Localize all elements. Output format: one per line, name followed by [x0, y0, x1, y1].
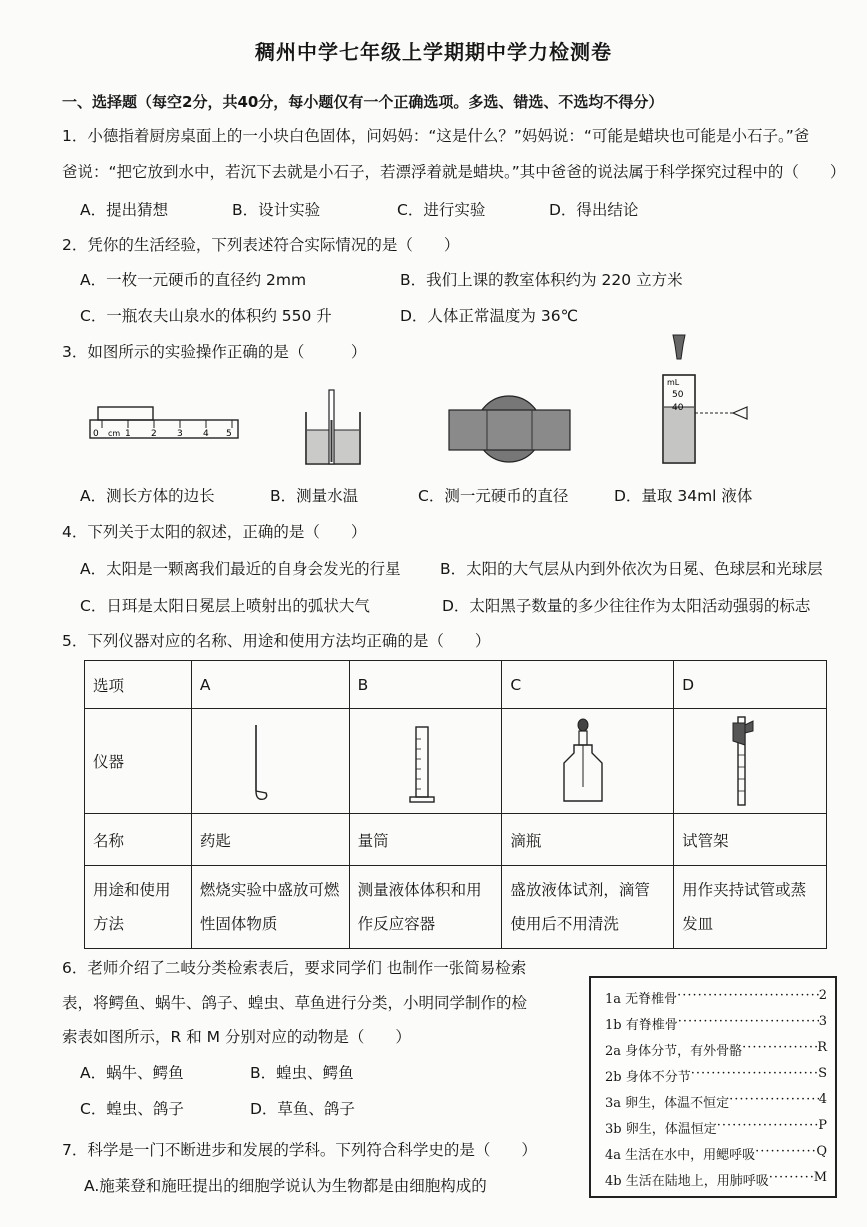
key-entry	[605, 1118, 827, 1137]
q6-option-a: A．蜗牛、鳄鱼	[80, 1064, 184, 1082]
table-header-cell: 选项	[85, 661, 192, 709]
key-entry-target: R	[817, 1040, 827, 1055]
q3-option-c: C．测一元硬币的直径	[418, 487, 569, 505]
key-entry-text: 2a 身体分节，有外骨骼	[605, 1044, 743, 1059]
key-entry-target: P	[818, 1118, 827, 1133]
key-entry-text: 4b 生活在陆地上，用肺呼吸	[605, 1174, 769, 1189]
q3-option-a: A．测长方体的边长	[80, 487, 215, 505]
q3-option-d: D．量取 34ml 液体	[614, 487, 753, 505]
key-entry-text: 1a 无脊椎骨	[605, 992, 678, 1007]
table-cell: 名称	[85, 814, 192, 866]
q6-stem-line3: 索表如图所示，R 和 M 分别对应的动物是（ ）	[62, 1028, 411, 1046]
table-cell: 量筒	[349, 814, 502, 866]
spoon-illustration	[250, 723, 270, 803]
q7-option-a: A.施莱登和施旺提出的细胞学说认为生物都是由细胞构成的	[84, 1177, 487, 1195]
table-image-cell	[674, 709, 827, 814]
key-entry	[605, 1092, 827, 1111]
q4-option-b: B．太阳的大气层从内到外依次为日冕、色球层和光球层	[440, 560, 823, 578]
key-entry-text: 4a 生活在水中，用鳃呼吸	[605, 1148, 756, 1163]
key-entry-text: 2b 身体不分节	[605, 1070, 691, 1085]
table-cell: 燃烧实验中盛放可燃性固体物质	[191, 866, 349, 949]
key-entry-target: M	[813, 1170, 827, 1185]
key-entry-target: 3	[818, 1014, 827, 1029]
ruler-tick-label: 3	[177, 429, 183, 439]
q1-stem-line1: 1．小德指着厨房桌面上的一小块白色固体，问妈妈：“这是什么？”妈妈说：“可能是蜡块也可能是小石子。”爸	[62, 127, 810, 145]
key-entry	[605, 1014, 827, 1033]
q4-option-a: A．太阳是一颗离我们最近的自身会发光的行星	[80, 560, 401, 578]
table-cell: 测量液体体积和用作反应容器	[349, 866, 502, 949]
q4-stem: 4．下列关于太阳的叙述，正确的是（ ）	[62, 523, 367, 541]
q3-stem: 3．如图所示的实验操作正确的是（ ）	[62, 343, 367, 361]
q2-option-b: B．我们上课的教室体积约为 220 立方米	[400, 271, 683, 289]
section-heading: 一、选择题（每空2分，共40分，每小题仅有一个正确选项。多选、错选、不选均不得分）	[62, 93, 664, 111]
table-cell: 盛放液体试剂，滴管使用后不用清洗	[502, 866, 674, 949]
table-cell: 滴瓶	[502, 814, 674, 866]
beaker-thermometer-figure	[304, 390, 364, 468]
table-row	[85, 661, 827, 709]
key-entry-text: 3b 卵生，体温恒定	[605, 1122, 717, 1137]
table-header-cell: C	[502, 661, 674, 709]
q1-option-c: C．进行实验	[397, 201, 486, 219]
q2-option-a: A．一枚一元硬币的直径约 2mm	[80, 271, 307, 289]
table-image-cell	[349, 709, 502, 814]
q2-option-d: D．人体正常温度为 36℃	[400, 307, 578, 325]
q3-option-b: B．测量水温	[270, 487, 359, 505]
table-row	[85, 866, 827, 949]
key-entry-text: 3a 卵生，体温不恒定	[605, 1096, 730, 1111]
ruler-tick-label: 1	[125, 429, 131, 439]
dropper-bottle-illustration	[558, 717, 608, 807]
table-cell: 药匙	[191, 814, 349, 866]
q1-option-a: A．提出猜想	[80, 201, 169, 219]
table-image-cell	[191, 709, 349, 814]
ruler-tick-label: 5	[226, 429, 232, 439]
table-header-cell: D	[674, 661, 827, 709]
q5-stem: 5．下列仪器对应的名称、用途和使用方法均正确的是（ ）	[62, 632, 491, 650]
coin-diameter-figure	[447, 392, 572, 467]
q2-stem: 2．凭你的生活经验，下列表述符合实际情况的是（ ）	[62, 236, 460, 254]
key-entry-target: S	[818, 1066, 827, 1081]
test-tube-holder-illustration	[729, 715, 759, 807]
q1-option-b: B．设计实验	[232, 201, 321, 219]
table-cell: 仪器	[85, 709, 192, 814]
q4-option-d: D．太阳黑子数量的多少往往作为太阳活动强弱的标志	[442, 597, 811, 615]
q6-option-d: D．草鱼、鸽子	[250, 1100, 355, 1118]
classification-key-box	[589, 976, 837, 1198]
q6-option-b: B．蝗虫、鳄鱼	[250, 1064, 354, 1082]
key-entry	[605, 1066, 827, 1085]
ruler-unit-label: cm	[108, 429, 121, 438]
key-entry	[605, 1040, 827, 1059]
ruler-tick-label: 2	[151, 429, 157, 439]
cylinder-unit-label: mL	[667, 378, 680, 387]
key-entry	[605, 988, 827, 1007]
q6-stem-line1: 6．老师介绍了二岐分类检索表后，要求同学们 也制作一张简易检索	[62, 959, 527, 977]
ruler-tick-label: 0	[93, 429, 99, 439]
table-row	[85, 814, 827, 866]
table-header-cell: B	[349, 661, 502, 709]
q2-option-c: C．一瓶农夫山泉水的体积约 550 升	[80, 307, 332, 325]
key-entry-target: 2	[818, 988, 827, 1003]
q6-option-c: C．蝗虫、鸽子	[80, 1100, 184, 1118]
table-image-cell	[502, 709, 674, 814]
table-cell: 用作夹持试管或蒸发皿	[674, 866, 827, 949]
key-entry-target: 4	[818, 1092, 827, 1107]
table-cell: 用途和使用方法	[85, 866, 192, 949]
q1-option-d: D．得出结论	[549, 201, 639, 219]
key-entry-target: Q	[816, 1144, 827, 1159]
cylinder-tick-label: 50	[672, 390, 684, 400]
ruler-tick-label: 4	[203, 429, 209, 439]
key-entry	[605, 1170, 827, 1189]
table-row	[85, 709, 827, 814]
q4-option-c: C．日珥是太阳日冕层上喷射出的弧状大气	[80, 597, 370, 615]
q7-stem: 7．科学是一门不断进步和发展的学科。下列符合科学史的是（ ）	[62, 1141, 537, 1159]
page-title: 稠州中学七年级上学期期中学力检测卷	[255, 40, 612, 64]
ruler-figure	[88, 405, 243, 445]
cylinder-tick-label: 40	[672, 403, 684, 413]
instrument-table	[84, 660, 827, 949]
graduated-cylinder-figure	[655, 333, 755, 468]
table-header-cell: A	[191, 661, 349, 709]
q1-stem-line2: 爸说：“把它放到水中，若沉下去就是小石子，若漂浮着就是蜡块。”其中爸爸的说法属于科学探究过程中的（ ）	[62, 163, 846, 181]
table-cell: 试管架	[674, 814, 827, 866]
q6-stem-line2: 表，将鳄鱼、蜗牛、鸽子、蝗虫、草鱼进行分类，小明同学制作的检	[62, 994, 528, 1012]
measuring-cylinder-illustration	[408, 725, 438, 805]
key-entry-text: 1b 有脊椎骨	[605, 1018, 678, 1033]
key-entry	[605, 1144, 827, 1163]
